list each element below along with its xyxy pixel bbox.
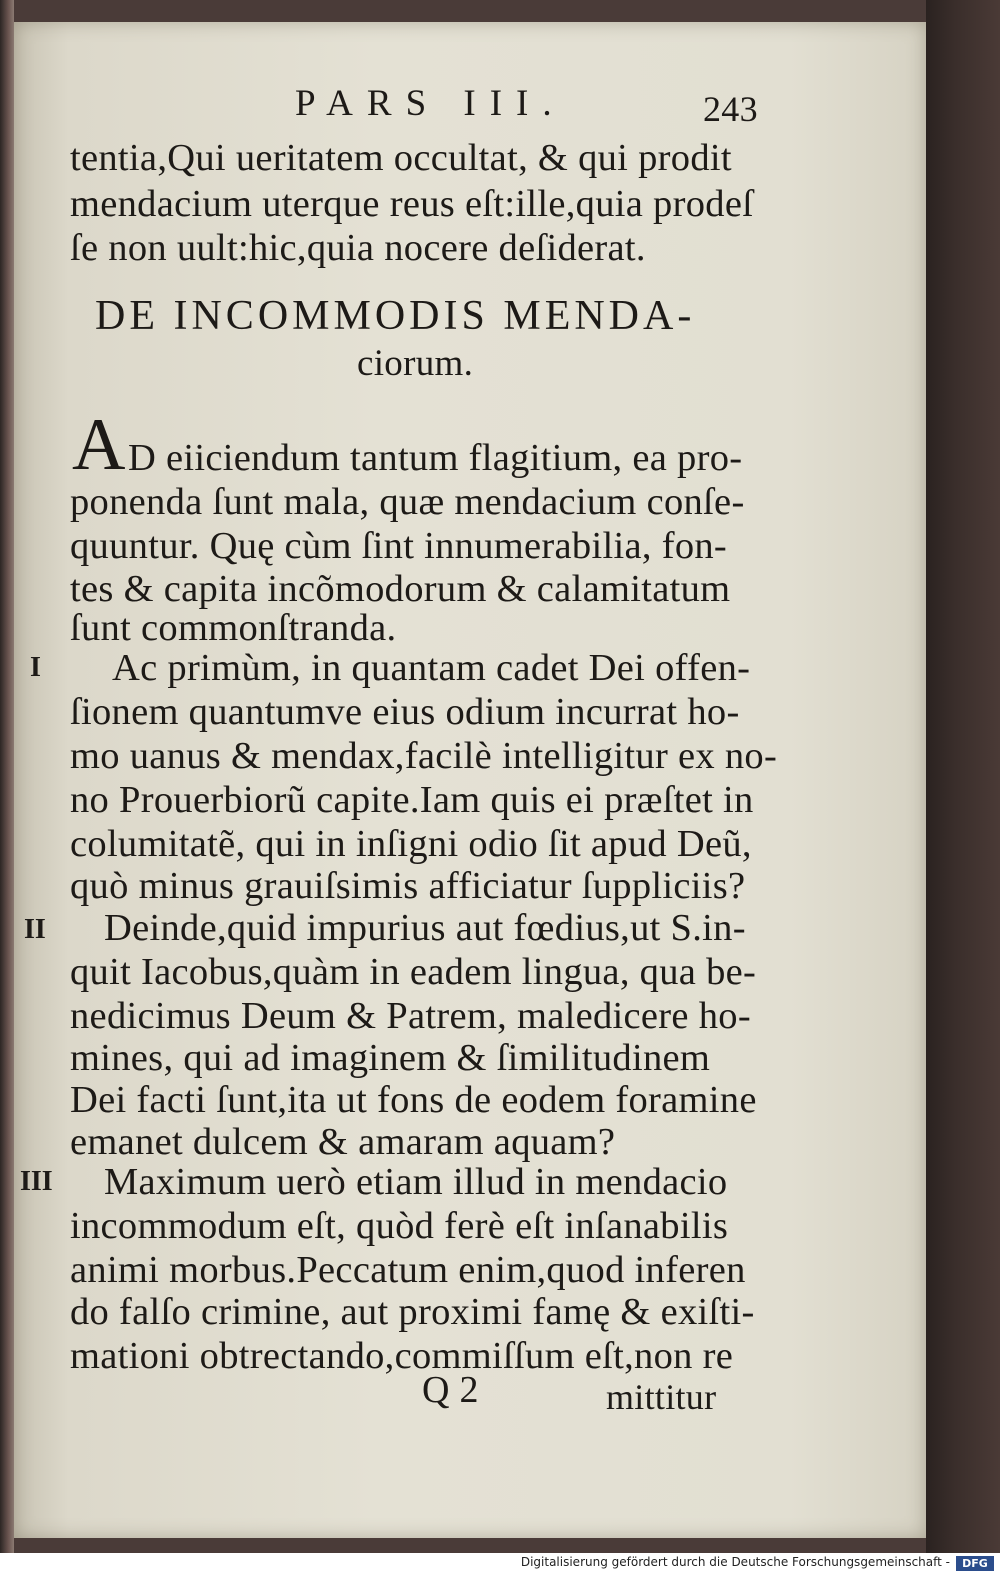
text-line: quit Iacobus,quàm in eadem lingua, qua be-	[70, 951, 757, 993]
text-line: ſunt commonſtranda.	[70, 607, 397, 649]
text-line: tes & capita incõmodorum & calamitatum	[70, 568, 731, 610]
signature-mark: Q 2	[422, 1369, 479, 1411]
book-spine-edge	[0, 0, 14, 1553]
page-number: 243	[703, 89, 758, 129]
text-line: quò minus grauiſsimis afficiatur ſuppliciis?	[70, 865, 746, 907]
margin-numeral: III	[20, 1166, 53, 1197]
text-line: Ac primùm, in quantam cadet Dei offen-	[112, 647, 751, 689]
text-line: no Prouerbiorũ capite.Iam quis ei præſtet in	[70, 779, 754, 821]
text-line: mo uanus & mendax,facilè intelligitur ex no-	[70, 735, 778, 777]
text-line: Dei facti ſunt,ita ut fons de eodem foramine	[70, 1079, 757, 1121]
running-title: PARS III.	[295, 83, 566, 124]
footer-bar	[0, 1553, 1000, 1574]
section-heading-continued: ciorum.	[357, 343, 474, 384]
funding-credit: Digitalisierung gefördert durch die Deutsche Forschungsgemeinschaft -	[520, 1555, 950, 1569]
scan-border-right	[926, 0, 1000, 1553]
dfg-logo: DFG	[956, 1556, 994, 1571]
margin-numeral: II	[24, 914, 46, 945]
text-line: quuntur. Quę cùm ſint innumerabilia, fon-	[70, 525, 728, 567]
text-line: Maximum uerò etiam illud in mendacio	[104, 1161, 728, 1203]
margin-numeral: I	[30, 652, 41, 683]
text-line: animi morbus.Peccatum enim,quod inferen	[70, 1249, 746, 1291]
section-heading: DE INCOMMODIS MENDA-	[95, 293, 696, 339]
text-line: tentia,Qui ueritatem occultat, & qui prodit	[70, 137, 732, 179]
text-line: mationi obtrectando,commiſſum eſt,non re	[70, 1335, 734, 1377]
text-line: D eiiciendum tantum flagitium, ea pro-	[128, 437, 743, 479]
text-line: Deinde,quid impurius aut fœdius,ut S.in-	[104, 907, 746, 949]
text-line: mines, qui ad imaginem & ſimilitudinem	[70, 1037, 711, 1079]
drop-cap: A	[72, 404, 126, 486]
text-line: do falſo crimine, aut proximi famę & exiſti-	[70, 1291, 755, 1333]
text-line: incommodum eſt, quòd ferè eſt inſanabilis	[70, 1205, 729, 1247]
catchword: mittitur	[606, 1377, 717, 1417]
text-line: mendacium uterque reus eſt:ille,quia prodeſ	[70, 183, 754, 225]
text-line: nedicimus Deum & Patrem, maledicere ho-	[70, 995, 751, 1037]
text-line: ſe non uult:hic,quia nocere deſiderat.	[70, 227, 646, 269]
text-line: ponenda ſunt mala, quæ mendacium conſe-	[70, 481, 745, 523]
text-line: columitatẽ, qui in inſigni odio ſit apud Deũ,	[70, 823, 752, 865]
text-line: ſionem quantumve eius odium incurrat ho-	[70, 691, 740, 733]
text-line: emanet dulcem & amaram aquam?	[70, 1121, 616, 1163]
